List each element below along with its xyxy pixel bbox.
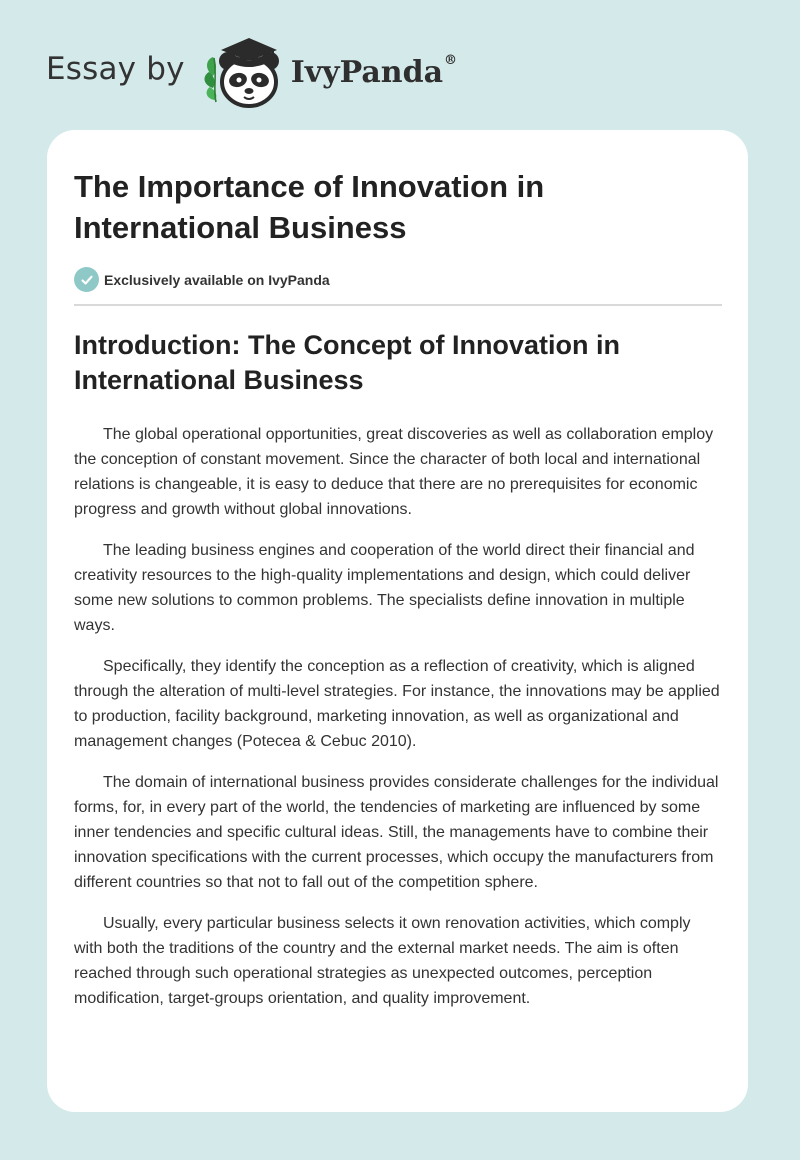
exclusive-label: Exclusively available on IvyPanda [104,271,330,288]
paragraph-5: Usually, every particular business selects it own renovation activities, which comply with both the traditions of the country and the external market needs. The aim is often reached through such operational strategies as unexpected outcomes, perception modification, target-groups orientation, and quality improvement. [74,915,691,1007]
page-title: The Importance of Innovation in International Business [74,169,545,245]
panda-graduate-icon [199,30,289,110]
registered-mark: ® [444,52,458,68]
ivypanda-wordmark [290,52,458,90]
section-heading: Introduction: The Concept of Innovation in International Business [74,330,620,395]
paragraph-3: Specifically, they identify the conception as a reflection of creativity, which is aligned through the alteration of multi-level strategies. For instance, the innovations may be applied to production, facility background, marketing innovation, as well as organizational and management changes (Potecea & Cebuc 2010). [74,658,720,750]
essay-body [74,422,722,1011]
paragraph-4: The domain of international business provides considerate challenges for the individual forms, for, in every part of the world, the tendencies of marketing are influenced by some inner tendencies and specific cultural ideas. Still, the managements have to combine their innovation specifications with the current processes, which occupy the manufacturers from different countries so that not to fall out of the competition sphere. [74,774,719,891]
essay-by-label: Essay by [46,51,185,87]
check-circle-icon [74,267,99,292]
brand-name: IvyPanda [290,54,444,90]
paragraph-2: The leading business engines and cooperation of the world direct their financial and creativity resources to the high-quality implementations and design, which could deliver some new solutions to common problems. The specialists define innovation in multiple ways. [74,542,695,634]
exclusive-availability [74,267,722,306]
essay-card [47,130,748,1112]
brand-header[interactable] [46,30,457,110]
paragraph-1: The global operational opportunities, great discoveries as well as collaboration employ the conception of constant movement. Since the character of both local and international relations is changeable, it is easy to deduce that there are no prerequisites for economic progress and growth without global innovations. [74,426,714,518]
